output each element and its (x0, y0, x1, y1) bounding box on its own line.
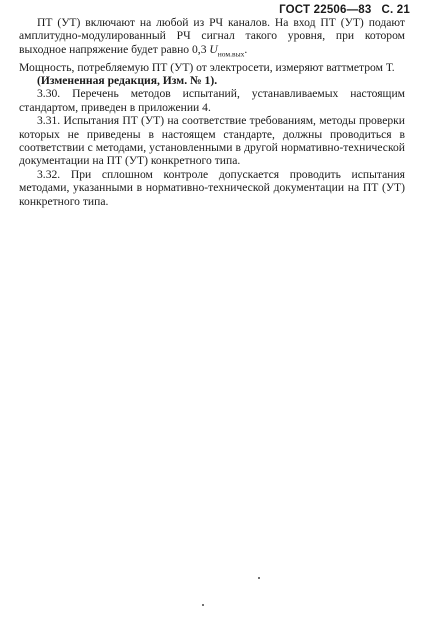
voltage-symbol: U (209, 42, 218, 56)
paragraph-3-31: 3.31. Испытания ПТ (УТ) на соответствие требованиям, методы проверки которых не приведены в настоящем стандарте, должны проводиться в соответствии с методами, установленными в другой нормативно-технической документации на ПТ (УТ) конкретного типа. (19, 114, 405, 168)
paragraph-3-30: 3.30. Перечень методов испытаний, устанавливаемых настоящим стандартом, приведен в приложении 4. (19, 87, 405, 114)
paragraph-text: ПТ (УТ) включают на любой из РЧ каналов. На вход ПТ (УТ) подают амплитудно-модулированный РЧ сигнал такого уровня, при котором выходное напряжение будет равно 0,3 (19, 16, 405, 56)
document-body (19, 16, 405, 208)
voltage-subscript: ном.вых (217, 49, 245, 59)
paragraph-power-measurement: Мощность, потребляемую ПТ (УТ) от электросети, измеряют ваттметром Т. (19, 60, 395, 74)
standard-number: ГОСТ 22506—83 (279, 4, 372, 16)
paragraph-3-32: 3.32. При сплошном контроле допускается проводить испытания методами, указанными в нормативно-технической документации на ПТ (УТ) конкретного типа. (19, 167, 405, 208)
print-speck (258, 577, 260, 579)
paragraph-test-procedure (19, 16, 405, 61)
print-speck (202, 604, 204, 606)
revision-note: (Измененная редакция, Изм. № 1). (37, 73, 218, 87)
sentence-end: . (244, 42, 248, 56)
page-number: С. 21 (381, 4, 410, 16)
page-header (279, 4, 410, 16)
